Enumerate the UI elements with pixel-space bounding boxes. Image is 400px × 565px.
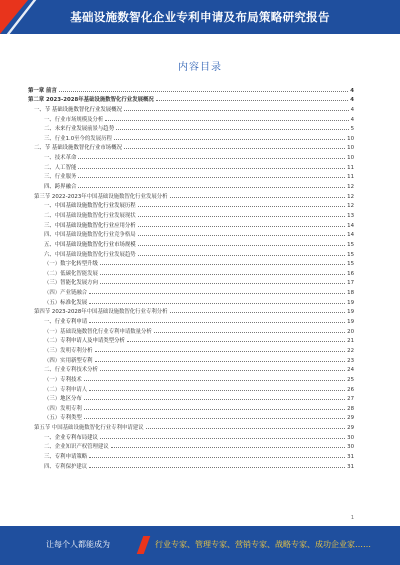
toc-leader-dots [138,235,345,236]
toc-entry-label: （一）专利技术 [44,376,82,383]
toc-entry-label: （一）基础设施数智化行业专利申请数量分析 [44,328,152,335]
toc-leader-dots [156,100,348,101]
toc-entry-label: 一、技术革命 [44,155,77,162]
toc-entry[interactable] [28,277,354,287]
toc-leader-dots [154,332,345,333]
toc-entry-label: 四、跨界融合 [44,184,77,191]
toc-leader-dots [138,245,345,246]
toc-leader-dots [100,438,345,439]
toc-entry-label: （五）专利类型 [44,415,82,422]
toc-leader-dots [59,91,348,92]
toc-entry[interactable] [28,315,354,325]
toc-entry[interactable] [28,248,354,258]
toc-entry-page: 26 [347,386,354,393]
toc-entry[interactable] [28,441,354,451]
toc-entry[interactable] [28,450,354,460]
toc-entry[interactable] [28,209,354,219]
toc-entry-label: 第三节 2022-2023年中国基础设施数智化行业发展分析 [34,193,168,200]
toc-entry-page: 31 [347,453,354,460]
toc-entry-label: （一）数字化转型升级 [44,261,98,268]
toc-leader-dots [89,467,345,468]
toc-entry[interactable] [28,113,354,123]
toc-entry[interactable] [28,180,354,190]
toc-leader-dots [138,255,345,256]
toc-entry-page: 29 [347,415,354,422]
toc-entry[interactable] [28,200,354,210]
table-of-contents [28,84,354,470]
toc-leader-dots [78,168,345,169]
toc-leader-dots [78,158,345,159]
toc-entry[interactable] [28,364,354,374]
toc-entry-page: 17 [347,280,354,287]
toc-leader-dots [100,264,345,265]
toc-entry-page: 14 [347,232,354,239]
toc-entry-page: 30 [347,434,354,441]
toc-entry-label: 五、中国基础设施数智化行业市场规模 [44,241,136,248]
toc-entry-page: 12 [347,184,354,191]
toc-entry-page: 4 [350,116,354,123]
toc-entry[interactable] [28,383,354,393]
toc-leader-dots [138,216,345,217]
toc-entry-page: 12 [347,203,354,210]
toc-entry-label: 二、企业知识产权管理建议 [44,444,109,451]
toc-entry-page: 25 [347,376,354,383]
toc-entry-label: 二、人工智能 [44,164,77,171]
toc-entry[interactable] [28,132,354,142]
toc-entry-page: 15 [347,241,354,248]
toc-leader-dots [105,120,348,121]
toc-leader-dots [78,187,345,188]
toc-entry[interactable] [28,306,354,316]
toc-entry-label: （五）标准化发展 [44,299,88,306]
toc-entry[interactable] [28,161,354,171]
toc-entry[interactable] [28,238,354,248]
toc-entry[interactable] [28,171,354,181]
toc-entry-label: 第二章 2023-2028年基础设施数智化行业发展概况 [28,97,154,104]
toc-leader-dots [127,341,345,342]
toc-entry-label: 三、专利申请策略 [44,453,88,460]
toc-entry[interactable] [28,258,354,268]
toc-entry-label: 一、节 基础设施数智化行业发展概况 [34,106,122,113]
toc-leader-dots [84,409,345,410]
toc-entry[interactable] [28,84,354,94]
toc-entry-page: 20 [347,328,354,335]
footer-slogan: 让每个人都能成为 [46,540,110,549]
toc-entry-label: 一、中国基础设施数智化行业发展历程 [44,203,136,210]
toc-entry[interactable] [28,373,354,383]
toc-entry[interactable] [28,219,354,229]
toc-leader-dots [95,361,346,362]
toc-entry-page: 24 [347,367,354,374]
toc-leader-dots [84,399,345,400]
toc-entry[interactable] [28,151,354,161]
toc-entry-label: 二、行业专利技术分析 [44,367,98,374]
toc-leader-dots [89,390,345,391]
toc-leader-dots [89,322,345,323]
toc-leader-dots [111,447,345,448]
report-title: 基础设施数智化企业专利申请及布局策略研究报告 [70,10,330,24]
toc-entry-page: 4 [350,87,354,94]
toc-entry-label: （四）发明专利 [44,405,82,412]
toc-leader-dots [84,418,345,419]
toc-entry-page: 11 [347,174,354,181]
toc-entry-label: 二、中国基础设施数智化行业发展现状 [44,212,136,219]
toc-entry[interactable] [28,296,354,306]
toc-entry-page: 11 [347,164,354,171]
toc-entry-page: 5 [350,126,354,133]
toc-entry-page: 23 [347,357,354,364]
toc-entry-label: （四）实用新型专利 [44,357,93,364]
toc-entry-label: 三、行业1.0至今的发展历程 [44,135,112,142]
toc-entry-page: 4 [350,97,354,104]
footer-roles: 行业专家、管理专家、营销专家、战略专家、成功企业家…… [155,540,371,549]
toc-entry[interactable] [28,354,354,364]
toc-leader-dots [78,177,345,178]
toc-entry[interactable] [28,431,354,441]
toc-entry[interactable] [28,267,354,277]
toc-entry-label: （三）发明专利分析 [44,347,93,354]
page-number: 1 [350,515,354,521]
toc-entry[interactable] [28,229,354,239]
toc-entry-label: 第五节 中国基础设施数智化行业专利申请建议 [34,425,144,432]
toc-entry-page: 22 [347,347,354,354]
toc-entry-page: 10 [347,145,354,152]
toc-entry-page: 28 [347,405,354,412]
toc-leader-dots [138,226,345,227]
toc-entry-label: 二、节 基础设施数智化行业市场概况 [34,145,122,152]
toc-entry-label: （二）低碳化智能发展 [44,270,98,277]
toc-entry-page: 10 [347,155,354,162]
toc-leader-dots [170,312,346,313]
toc-entry-label: 第四节 2023-2028年中国基础设施数智化行业专利分析 [34,309,168,316]
toc-entry-page: 31 [347,463,354,470]
toc-entry[interactable] [28,142,354,152]
toc-entry-label: （四）产业链融合 [44,290,88,297]
toc-entry[interactable] [28,103,354,113]
toc-entry-label: 第一章 前言 [28,87,57,94]
footer-accent [137,536,151,554]
toc-entry[interactable] [28,412,354,422]
toc-entry-page: 21 [347,338,354,345]
toc-entry-label: 六、中国基础设施数智化行业发展趋势 [44,251,136,258]
toc-entry-label: （二）专利申请人及申请类型分析 [44,338,125,345]
toc-leader-dots [89,457,345,458]
toc-entry[interactable] [28,94,354,104]
header-bar [0,0,400,34]
toc-leader-dots [89,303,345,304]
toc-leader-dots [170,197,346,198]
toc-entry[interactable] [28,190,354,200]
toc-entry[interactable] [28,344,354,354]
toc-entry-page: 14 [347,222,354,229]
toc-entry-label: （三）地区分布 [44,396,82,403]
toc-leader-dots [146,428,346,429]
toc-entry[interactable] [28,402,354,412]
footer-bar [0,526,400,565]
toc-entry[interactable] [28,123,354,133]
toc-entry-label: 一、企业专利布局建议 [44,434,98,441]
toc-entry[interactable] [28,421,354,431]
toc-entry-page: 15 [347,261,354,268]
toc-entry-page: 27 [347,396,354,403]
toc-entry[interactable] [28,460,354,470]
toc-leader-dots [100,370,345,371]
toc-entry[interactable] [28,286,354,296]
toc-leader-dots [138,206,345,207]
toc-entry-page: 12 [347,193,354,200]
toc-entry-page: 29 [347,425,354,432]
toc-leader-dots [114,139,345,140]
toc-entry-page: 4 [350,106,354,113]
toc-entry-label: 四、中国基础设施数智化行业竞争格局 [44,232,136,239]
toc-leader-dots [89,293,345,294]
toc-entry[interactable] [28,335,354,345]
toc-entry[interactable] [28,325,354,335]
toc-entry-page: 18 [347,290,354,297]
toc-leader-dots [100,274,345,275]
toc-entry-page: 19 [347,319,354,326]
toc-entry-page: 30 [347,444,354,451]
toc-entry-label: 三、中国基础设施数智化行业应用分析 [44,222,136,229]
toc-entry-label: 一、行业专利申请 [44,319,88,326]
toc-entry-label: （二）专利申请人 [44,386,88,393]
toc-entry-label: 一、行业市场规模及分析 [44,116,104,123]
toc-entry-page: 15 [347,251,354,258]
toc-heading: 内容目录 [178,62,222,73]
toc-leader-dots [116,129,348,130]
toc-entry-label: （三）智能化发展方向 [44,280,98,287]
toc-leader-dots [100,283,345,284]
toc-entry-label: 四、专利保护建议 [44,463,88,470]
toc-entry-label: 二、未来行业发展前景与趋势 [44,126,115,133]
toc-entry-page: 19 [347,299,354,306]
toc-leader-dots [84,380,345,381]
toc-entry-label: 三、行业服务 [44,174,77,181]
toc-leader-dots [95,351,346,352]
toc-entry[interactable] [28,393,354,403]
toc-leader-dots [124,148,345,149]
toc-entry-page: 10 [347,135,354,142]
toc-entry-page: 16 [347,270,354,277]
toc-entry-page: 19 [347,309,354,316]
toc-leader-dots [124,110,349,111]
toc-entry-page: 13 [347,212,354,219]
